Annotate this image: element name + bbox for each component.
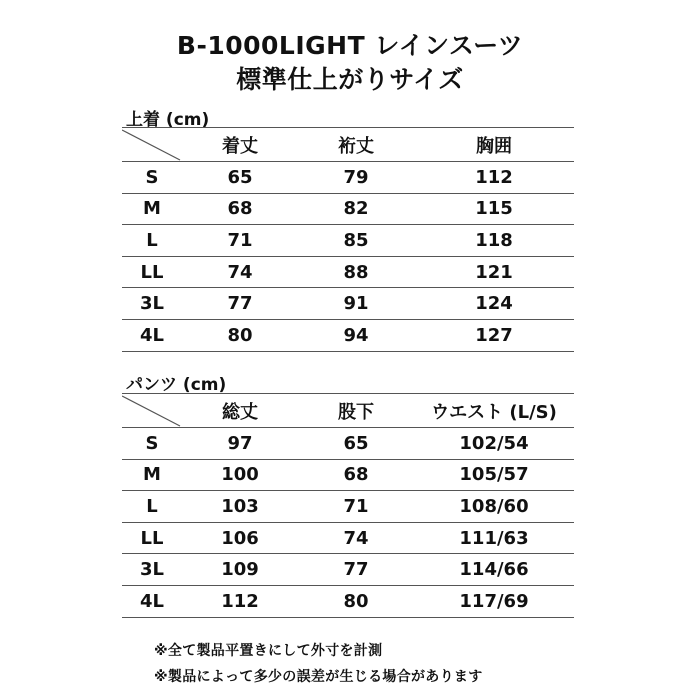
value-cell: 112 — [221, 590, 259, 612]
column-header-chest: 胸囲 — [476, 135, 512, 157]
size-cell: M — [143, 198, 161, 220]
value-cell: 65 — [227, 166, 253, 188]
measurement-note: ※全て製品平置きにして外寸を計測 — [154, 643, 383, 659]
column-header-sleeve: 裄丈 — [338, 135, 374, 157]
column-header-inseam: 股下 — [338, 401, 374, 423]
value-cell: 91 — [343, 293, 369, 315]
size-cell: L — [146, 495, 158, 517]
size-cell: LL — [140, 261, 164, 283]
value-cell: 108/60 — [459, 495, 529, 517]
column-header-length: 着丈 — [222, 135, 258, 157]
value-cell: 80 — [227, 324, 253, 346]
size-cell: 4L — [140, 590, 164, 612]
value-cell: 74 — [227, 261, 253, 283]
value-cell: 106 — [221, 527, 259, 549]
pants-size-table — [122, 393, 574, 618]
size-cell: M — [143, 464, 161, 486]
size-cell: LL — [140, 527, 164, 549]
value-cell: 124 — [475, 293, 513, 315]
value-cell: 97 — [227, 432, 253, 454]
value-cell: 100 — [221, 464, 259, 486]
table-row — [122, 491, 574, 523]
table-row — [122, 225, 574, 257]
value-cell: 68 — [343, 464, 369, 486]
value-cell: 65 — [343, 432, 369, 454]
table-row — [122, 459, 574, 491]
table-row — [122, 193, 574, 225]
value-cell: 111/63 — [459, 527, 529, 549]
value-cell: 114/66 — [459, 559, 529, 581]
size-cell: S — [145, 432, 159, 454]
table-row — [122, 428, 574, 460]
size-cell: S — [145, 166, 159, 188]
tolerance-note: ※製品によって多少の誤差が生じる場合があります — [154, 669, 483, 685]
value-cell: 127 — [475, 324, 513, 346]
value-cell: 103 — [221, 495, 259, 517]
value-cell: 112 — [475, 166, 513, 188]
table-header-row — [122, 128, 574, 162]
diagonal-line-icon — [122, 394, 182, 428]
jacket-section-label: 上着 (cm) — [126, 110, 210, 130]
size-chart-subtitle: 標準仕上がりサイズ — [236, 65, 464, 94]
value-cell: 71 — [343, 495, 369, 517]
table-corner-cell — [122, 128, 182, 162]
value-cell: 74 — [343, 527, 369, 549]
value-cell: 71 — [227, 229, 253, 251]
table-corner-cell — [122, 394, 182, 428]
value-cell: 88 — [343, 261, 369, 283]
value-cell: 77 — [343, 559, 369, 581]
value-cell: 105/57 — [459, 464, 529, 486]
value-cell: 79 — [343, 166, 369, 188]
value-cell: 117/69 — [459, 590, 529, 612]
column-header-waist: ウエスト (L/S) — [431, 401, 557, 423]
value-cell: 102/54 — [459, 432, 529, 454]
value-cell: 77 — [227, 293, 253, 315]
diagonal-line-icon — [122, 128, 182, 162]
value-cell: 68 — [227, 198, 253, 220]
table-row — [122, 554, 574, 586]
column-header-total-length: 総丈 — [222, 401, 258, 423]
value-cell: 109 — [221, 559, 259, 581]
jacket-size-table — [122, 127, 574, 352]
table-row — [122, 585, 574, 617]
size-cell: 3L — [140, 559, 164, 581]
value-cell: 115 — [475, 198, 513, 220]
table-row — [122, 522, 574, 554]
value-cell: 82 — [343, 198, 369, 220]
product-title: B-1000LIGHT レインスーツ — [176, 31, 524, 60]
table-row — [122, 319, 574, 351]
value-cell: 85 — [343, 229, 369, 251]
size-cell: 3L — [140, 293, 164, 315]
table-row — [122, 162, 574, 194]
size-cell: 4L — [140, 324, 164, 346]
value-cell: 121 — [475, 261, 513, 283]
pants-section-label: パンツ (cm) — [126, 375, 227, 395]
value-cell: 118 — [475, 229, 513, 251]
value-cell: 80 — [343, 590, 369, 612]
table-header-row — [122, 394, 574, 428]
value-cell: 94 — [343, 324, 369, 346]
table-row — [122, 256, 574, 288]
size-cell: L — [146, 229, 158, 251]
table-row — [122, 288, 574, 320]
